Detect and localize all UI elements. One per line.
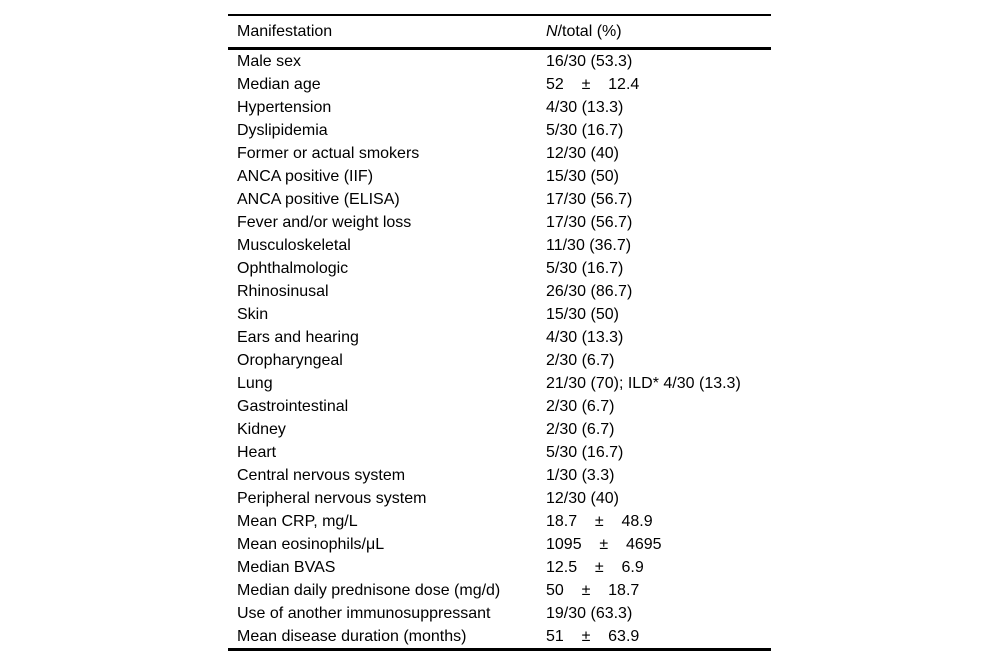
manifestations-table <box>228 14 771 651</box>
row-value: 2/30 (6.7) <box>546 352 615 369</box>
row-value: 17/30 (56.7) <box>546 214 633 231</box>
row-label: Ears and hearing <box>237 329 359 346</box>
row-value: 12.5 ± 6.9 <box>546 559 644 576</box>
row-label: Median BVAS <box>237 559 336 576</box>
row-label: Mean CRP, mg/L <box>237 513 358 530</box>
row-value: 12/30 (40) <box>546 490 619 507</box>
row-value: 5/30 (16.7) <box>546 122 624 139</box>
table-row <box>228 395 771 418</box>
row-value: 15/30 (50) <box>546 168 619 185</box>
row-value: 17/30 (56.7) <box>546 191 633 208</box>
row-label: Rhinosinusal <box>237 283 329 300</box>
row-label: Mean eosinophils/μL <box>237 536 385 553</box>
table-row <box>228 119 771 142</box>
row-value: 5/30 (16.7) <box>546 260 624 277</box>
row-value: 26/30 (86.7) <box>546 283 633 300</box>
table-row <box>228 188 771 211</box>
column-header-ntotal-rest: /total (%) <box>557 23 622 40</box>
row-value: 18.7 ± 48.9 <box>546 513 653 530</box>
table-row <box>228 96 771 119</box>
table-row <box>228 50 771 73</box>
row-value: 2/30 (6.7) <box>546 421 615 438</box>
table-row <box>228 73 771 96</box>
column-header-manifestation: Manifestation <box>237 23 333 40</box>
row-value: 19/30 (63.3) <box>546 605 633 622</box>
table-row <box>228 349 771 372</box>
table-row <box>228 257 771 280</box>
row-value: 5/30 (16.7) <box>546 444 624 461</box>
table-row <box>228 234 771 257</box>
row-value: 2/30 (6.7) <box>546 398 615 415</box>
column-header-ntotal <box>546 16 771 47</box>
table-row <box>228 510 771 533</box>
row-label: Mean disease duration (months) <box>237 628 467 645</box>
row-label: Central nervous system <box>237 467 406 484</box>
table-row <box>228 602 771 625</box>
row-label: ANCA positive (IIF) <box>237 168 374 185</box>
table-row <box>228 142 771 165</box>
table-row <box>228 303 771 326</box>
row-label: Kidney <box>237 421 286 438</box>
row-value: 12/30 (40) <box>546 145 619 162</box>
row-label: Gastrointestinal <box>237 398 349 415</box>
row-label: Musculoskeletal <box>237 237 351 254</box>
row-value: 4/30 (13.3) <box>546 99 624 116</box>
row-label: Skin <box>237 306 269 323</box>
row-value: 1095 ± 4695 <box>546 536 662 553</box>
table-row <box>228 165 771 188</box>
table-header-row <box>228 16 771 47</box>
table-row <box>228 487 771 510</box>
row-label: Fever and/or weight loss <box>237 214 412 231</box>
row-value: 15/30 (50) <box>546 306 619 323</box>
table-row <box>228 625 771 648</box>
table-row <box>228 326 771 349</box>
table-bottom-rule <box>228 648 771 651</box>
row-label: Male sex <box>237 53 302 70</box>
row-value: 4/30 (13.3) <box>546 329 624 346</box>
row-value: 51 ± 63.9 <box>546 628 640 645</box>
table-row <box>228 441 771 464</box>
table-row <box>228 418 771 441</box>
column-header-n-italic: N <box>546 23 558 40</box>
table-row <box>228 211 771 234</box>
row-label: Median daily prednisone dose (mg/d) <box>237 582 501 599</box>
table-row <box>228 372 771 395</box>
table-body <box>228 50 771 648</box>
row-label: Use of another immunosuppressant <box>237 605 491 622</box>
row-value: 21/30 (70); ILD* 4/30 (13.3) <box>546 375 741 392</box>
table-row <box>228 579 771 602</box>
row-value: 1/30 (3.3) <box>546 467 615 484</box>
table-row <box>228 556 771 579</box>
row-label: Hypertension <box>237 99 332 116</box>
row-label: Ophthalmologic <box>237 260 349 277</box>
row-label: Peripheral nervous system <box>237 490 427 507</box>
table-row <box>228 464 771 487</box>
row-label: ANCA positive (ELISA) <box>237 191 400 208</box>
row-value: 16/30 (53.3) <box>546 53 633 70</box>
row-value: 50 ± 18.7 <box>546 582 640 599</box>
row-value: 52 ± 12.4 <box>546 76 640 93</box>
table-row <box>228 280 771 303</box>
row-label: Heart <box>237 444 277 461</box>
row-label: Median age <box>237 76 321 93</box>
row-label: Dyslipidemia <box>237 122 328 139</box>
table-row <box>228 533 771 556</box>
row-label: Former or actual smokers <box>237 145 420 162</box>
row-value: 11/30 (36.7) <box>546 237 632 254</box>
row-label: Oropharyngeal <box>237 352 343 369</box>
row-label: Lung <box>237 375 273 392</box>
